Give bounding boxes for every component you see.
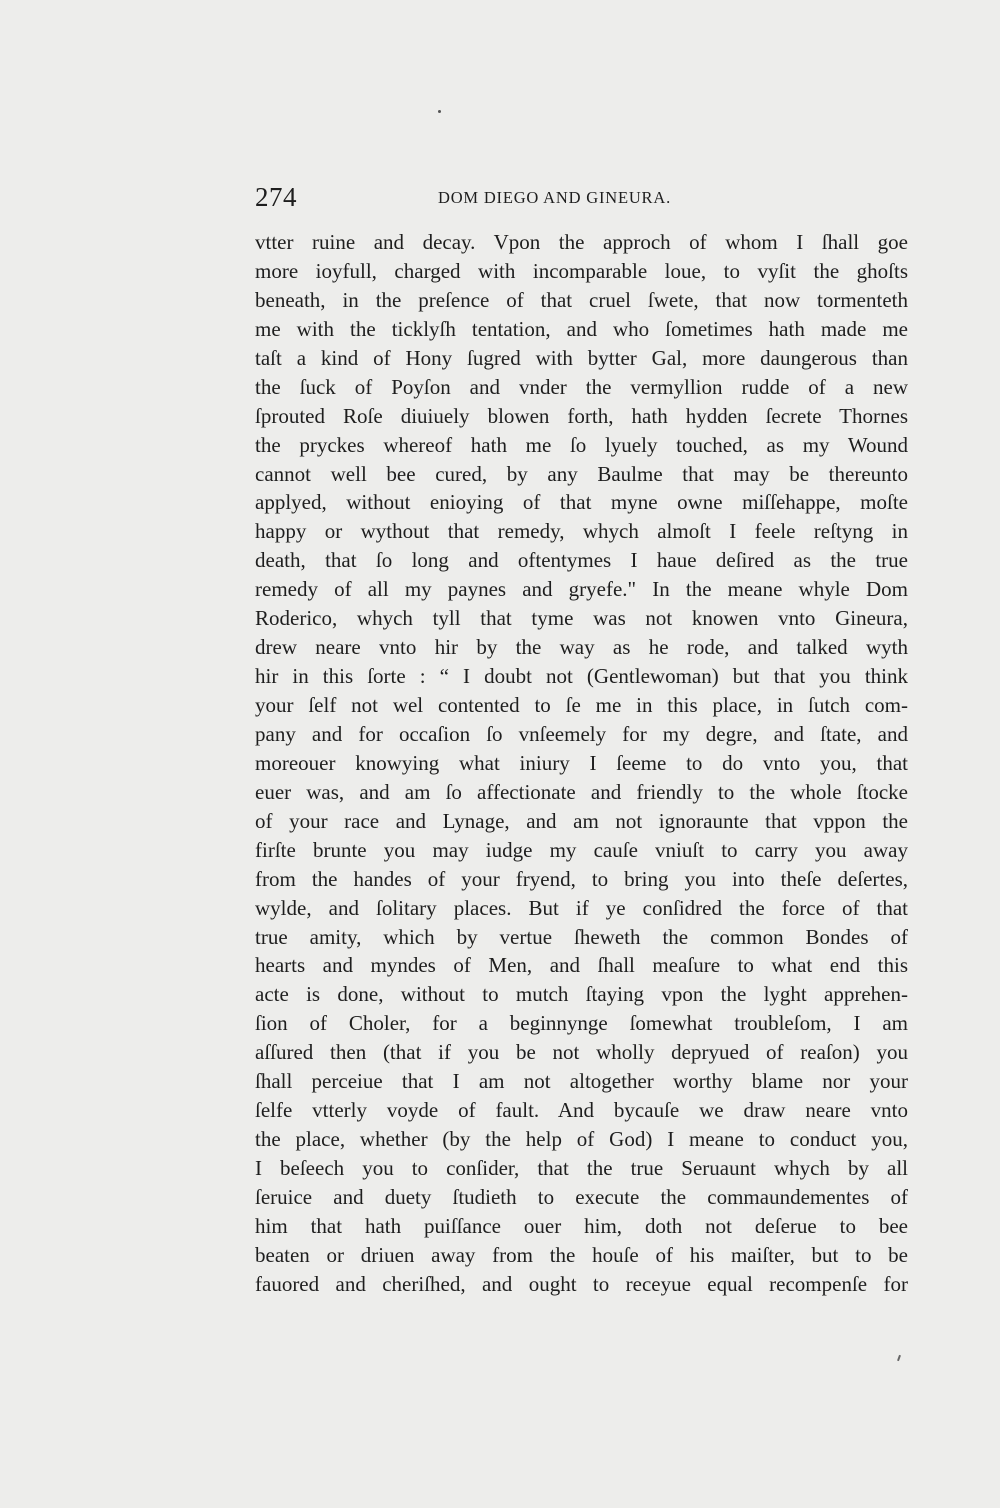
running-head: DOM DIEGO AND GINEURA. — [438, 188, 672, 207]
text-line: beaten or driuen away from the houſe of his maiſter, but to be — [255, 1242, 908, 1267]
text-line: the ſuck of Poyſon and vnder the vermyllion rudde of a new — [255, 374, 908, 399]
page-header — [255, 180, 905, 220]
text-line: more ioyfull, charged with incomparable loue, to vyſit the ghoſts — [255, 258, 908, 283]
text-line: cannot well bee cured, by any Baulme that may be thereunto — [255, 461, 908, 486]
text-line: applyed, without enioying of that myne owne miſſehappe, moſte — [255, 490, 908, 515]
print-speck — [438, 110, 441, 113]
text-line: happy or wythout that remedy, whych almoſt I feele reſtyng in — [255, 519, 908, 544]
text-line: your ſelf not wel contented to ſe me in this place, in ſutch com- — [255, 693, 908, 717]
text-line: moreouer knowying what iniury I ſeeme to do vnto you, that — [255, 750, 908, 775]
text-line: aſſured then (that if you be not wholly depryued of reaſon) you — [255, 1040, 908, 1065]
text-line: wylde, and ſolitary places. But if ye conſidred the force of that — [255, 895, 908, 920]
text-line: true amity, which by vertue ſheweth the common Bondes of — [255, 924, 908, 949]
text-line: death, that ſo long and oftentymes I haue deſired as the true — [255, 548, 908, 573]
text-line: drew neare vnto hir by the way as he rode, and talked wyth — [255, 635, 908, 660]
text-line: taſt a kind of Hony ſugred with bytter Gal, more daungerous than — [255, 345, 908, 370]
page-number: 274 — [255, 182, 297, 212]
text-line: him that hath puiſſance ouer him, doth not deſerue to bee — [255, 1213, 908, 1238]
text-line: me with the ticklyſh tentation, and who ſometimes hath made me — [255, 316, 908, 341]
text-line: remedy of all my paynes and gryefe." In the meane whyle Dom — [255, 577, 908, 602]
text-line: ſhall perceiue that I am not altogether worthy blame nor your — [255, 1069, 908, 1094]
text-line: hir in this ſorte : “ I doubt not (Gentlewoman) but that you think — [255, 664, 908, 689]
text-line: vtter ruine and decay. Vpon the approch of whom I ſhall goe — [255, 230, 908, 254]
text-line: Roderico, whych tyll that tyme was not knowen vnto Gineura, — [255, 606, 908, 631]
text-line: fauored and cheriſhed, and ought to receyue equal recompenſe for — [255, 1271, 908, 1296]
text-line: I beſeech you to conſider, that the true Seruaunt whych by all — [255, 1156, 908, 1180]
text-line: the pryckes whereof hath me ſo lyuely touched, as my Wound — [255, 432, 908, 457]
text-line: firſte brunte you may iudge my cauſe vniuſt to carry you away — [255, 837, 908, 862]
text-line: ſelfe vtterly voyde of fault. And bycauſe we draw neare vnto — [255, 1098, 908, 1123]
text-line: ſprouted Roſe diuiuely blowen forth, hath hydden ſecrete Thornes — [255, 403, 908, 428]
print-speck — [897, 1355, 901, 1361]
text-line: beneath, in the preſence of that cruel ſwete, that now tormenteth — [255, 287, 908, 312]
text-line: ſeruice and duety ſtudieth to execute the commaundementes of — [255, 1184, 908, 1209]
text-line: ſion of Choler, for a beginnynge ſomewhat troubleſom, I am — [255, 1011, 908, 1036]
text-line: acte is done, without to mutch ſtaying vpon the lyght apprehen- — [255, 982, 908, 1007]
text-line: of your race and Lynage, and am not ignoraunte that vppon the — [255, 808, 908, 833]
text-line: the place, whether (by the help of God) I meane to conduct you, — [255, 1127, 908, 1152]
body-text — [255, 228, 908, 1299]
text-line: euer was, and am ſo affectionate and friendly to the whole ſtocke — [255, 779, 908, 804]
text-line: hearts and myndes of Men, and ſhall meaſure to what end this — [255, 953, 908, 978]
text-line: from the handes of your fryend, to bring you into theſe deſertes, — [255, 866, 908, 891]
text-line: pany and for occaſion ſo vnſeemely for my degre, and ſtate, and — [255, 721, 908, 746]
